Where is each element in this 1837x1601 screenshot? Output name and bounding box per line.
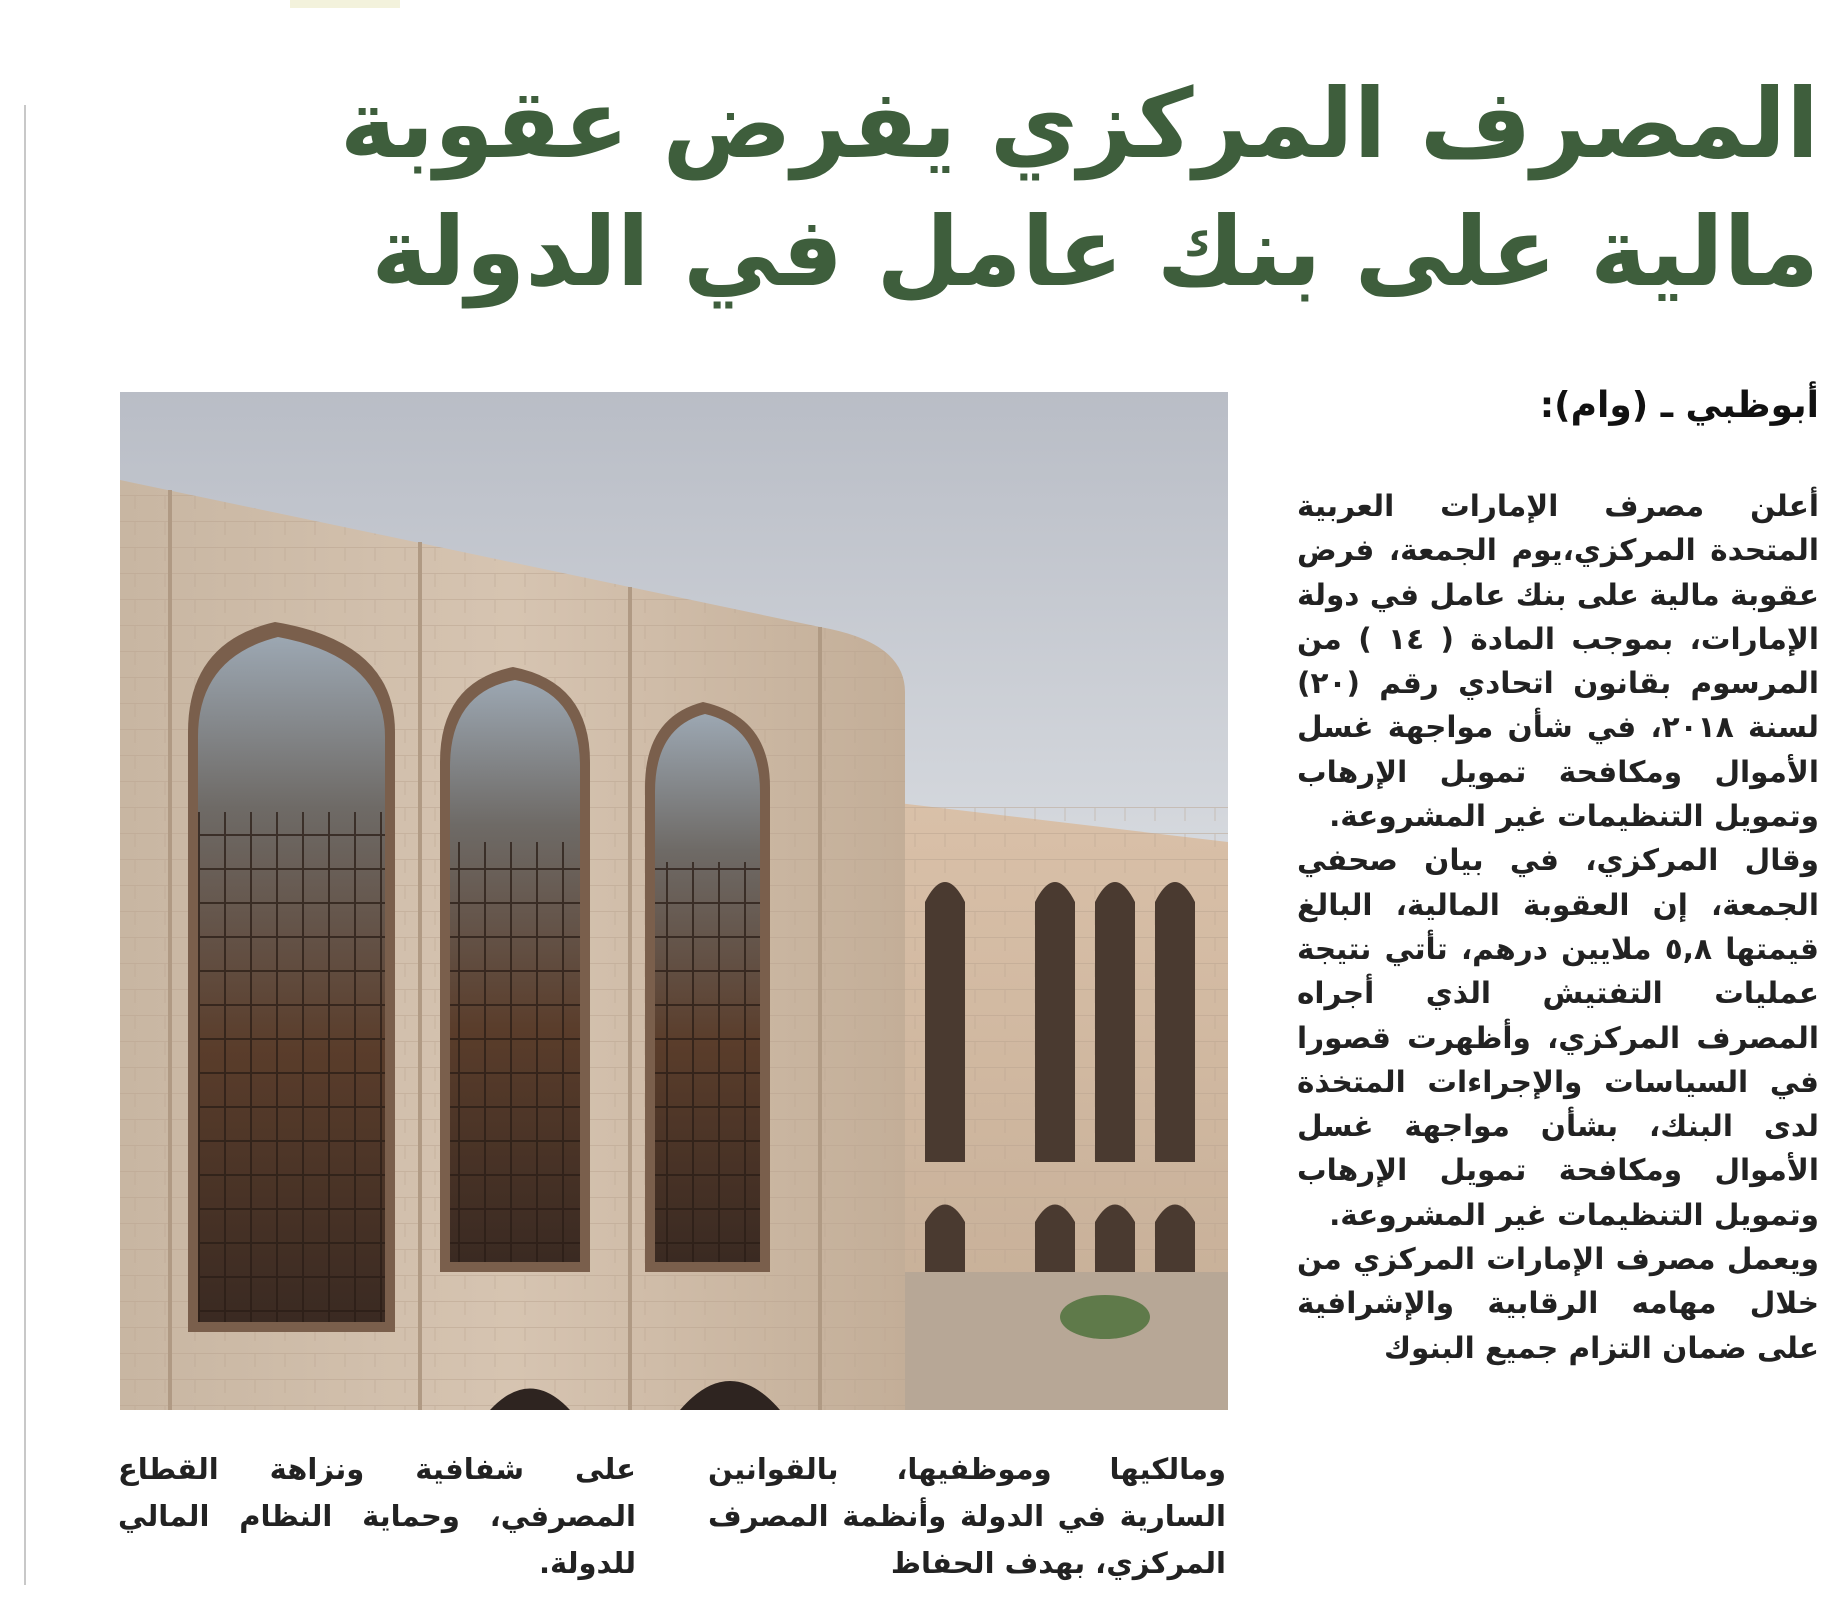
paragraph-3: ويعمل مصرف الإمارات المركزي من خلال مهامه الرقابية والإشرافية على ضمان التزام جميع البنوك — [1297, 1242, 1819, 1365]
paragraph-1: أعلن مصرف الإمارات العربية المتحدة المركزي،يوم الجمعة، فرض عقوبة مالية على بنك عامل في دولة الإمارات، بموجب المادة ( ١٤ ) من المرسوم بقانون اتحادي رقم (٢٠) لسنة ٢٠١٨، في شأن مواجهة غسل الأموال ومكافحة تمويل الإرهاب وتمويل التنظيمات غير المشروعة. — [1297, 489, 1819, 834]
continuation-column-middle: ومالكيها وموظفيها، بالقوانين السارية في الدولة وأنظمة المصرف المركزي، بهدف الحفاظ — [708, 1452, 1226, 1580]
headline — [339, 60, 1819, 316]
headline-line-2: مالية على بنك عامل في الدولة — [371, 196, 1819, 308]
article-body-column — [1297, 484, 1819, 1594]
central-bank-building-photo — [120, 392, 1228, 1410]
paragraph-2: وقال المركزي، في بيان صحفي الجمعة، إن العقوبة المالية، البالغ قيمتها ٥,٨ ملايين درهم، تأتي نتيجة عمليات التفتيش الذي أجراه المصرف المركزي، وأظهرت قصورا في السياسات والإجراءات المتخذة لدى البنك، بشأن مواجهة غسل الأموال ومكافحة تمويل الإرهاب وتمويل التنظيمات غير المشروعة. — [1297, 843, 1819, 1232]
dateline: أبوظبي ـ (وام): — [1539, 385, 1819, 426]
continuation-column-left: على شفافية ونزاهة القطاع المصرفي، وحماية النظام المالي للدولة. — [118, 1452, 636, 1580]
headline-line-1: المصرف المركزي يفرض عقوبة — [339, 68, 1819, 180]
top-accent-bar — [290, 0, 400, 8]
column-rule — [24, 105, 26, 1585]
